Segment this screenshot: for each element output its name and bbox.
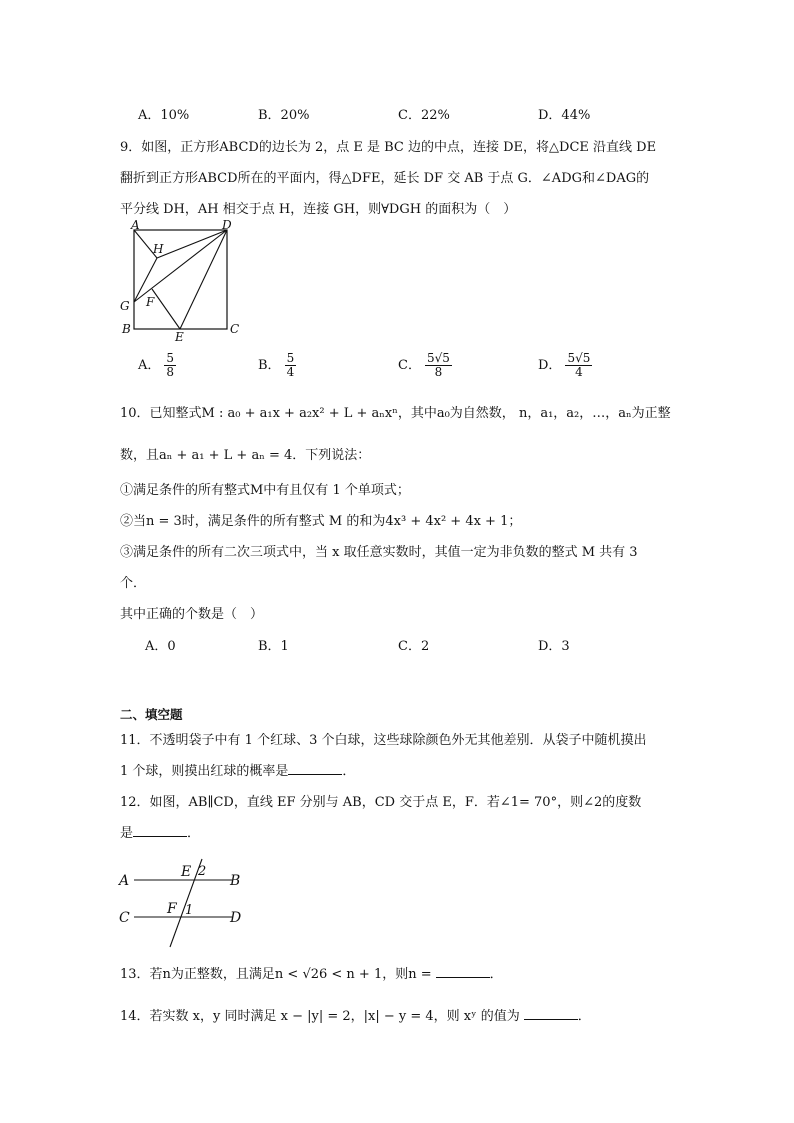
numerator: 5√5 bbox=[567, 351, 591, 365]
q9-line-2: 翻折到正方形ABCD所在的平面内，得△DFE，延长 DF 交 AB 于点 G．∠ADG和∠DAG的 bbox=[120, 171, 650, 186]
label-d: D bbox=[222, 220, 232, 232]
q10-line-2: 数，且aₙ + a₁ + L + aₙ = 4．下列说法： bbox=[120, 448, 371, 463]
segment-ef bbox=[152, 289, 180, 329]
label-a: A bbox=[131, 220, 140, 232]
q10-option-b: B．1 bbox=[258, 639, 289, 654]
q10-option-a: A．0 bbox=[145, 639, 176, 654]
q11-line-2 bbox=[120, 760, 355, 779]
numerator: 5√5 bbox=[426, 351, 450, 365]
label-e: E bbox=[175, 330, 184, 342]
q10-statement-2: ②当n = 3时，满足条件的所有整式 M 的和为4x³ + 4x² + 4x + 1； bbox=[120, 514, 522, 529]
q9-option-d-letter: D． bbox=[538, 358, 562, 373]
q10-statement-3b: 个． bbox=[120, 576, 147, 591]
label-a: A bbox=[119, 873, 130, 889]
label-c: C bbox=[230, 322, 240, 336]
label-f: F bbox=[146, 295, 155, 309]
q9-square-figure bbox=[112, 220, 247, 342]
q12-line-1: 12．如图，AB∥CD，直线 EF 分别与 AB，CD 交于点 E，F．若∠1= 70°，则∠2的度数 bbox=[120, 795, 642, 810]
denominator: 8 bbox=[434, 365, 443, 379]
segment-de bbox=[180, 230, 227, 329]
section-title: 二、填空题 bbox=[120, 707, 183, 722]
q14-answer-blank bbox=[524, 1007, 578, 1020]
q9-option-b bbox=[258, 352, 296, 379]
q8-option-b: B．20% bbox=[258, 108, 310, 123]
q9-option-a-letter: A． bbox=[138, 358, 161, 373]
label-f: F bbox=[167, 901, 177, 917]
q10-line-1: 10．已知整式M : a₀ + a₁x + a₂x² + L + aₙxⁿ，其中a₀为自然数， n，a₁，a₂，…，aₙ为正整 bbox=[120, 406, 671, 421]
label-d: D bbox=[230, 910, 242, 926]
numerator: 5 bbox=[166, 351, 175, 365]
label-h: H bbox=[153, 242, 164, 256]
q9-option-c-letter: C． bbox=[398, 358, 421, 373]
q12-parallel-lines-figure bbox=[112, 855, 257, 950]
q11-line-2-end: ． bbox=[342, 764, 356, 779]
label-e: E bbox=[181, 864, 192, 880]
q9-option-d bbox=[538, 352, 592, 379]
q8-option-d: D．44% bbox=[538, 108, 591, 123]
q9-line-3: 平分线 DH，AH 相交于点 H，连接 GH，则∀DGH 的面积为（ ） bbox=[120, 202, 517, 217]
label-angle-1: 1 bbox=[185, 903, 194, 918]
q13-answer-blank bbox=[436, 965, 490, 978]
q9-option-b-fraction bbox=[285, 352, 297, 379]
square-abcd bbox=[134, 230, 227, 329]
q13-line bbox=[120, 963, 503, 982]
q9-option-c bbox=[398, 352, 452, 379]
q11-line-2-text: 1 个球，则摸出红球的概率是 bbox=[120, 764, 289, 779]
segment-dh bbox=[157, 230, 227, 258]
q9-option-a-fraction bbox=[164, 352, 176, 379]
q9-option-c-fraction bbox=[425, 352, 452, 379]
q12-line-2-end: ． bbox=[187, 826, 201, 841]
denominator: 4 bbox=[575, 365, 583, 379]
label-g: G bbox=[120, 299, 130, 313]
q14-text: 14．若实数 x，y 同时满足 x − |y| = 2，|x| − y = 4，则 xʸ 的值为 bbox=[120, 1009, 520, 1024]
label-b: B bbox=[230, 873, 241, 889]
q11-answer-blank bbox=[288, 762, 342, 775]
segment-dg bbox=[134, 230, 227, 302]
label-c: C bbox=[119, 910, 130, 926]
q12-line-2-text: 是 bbox=[120, 826, 134, 841]
numerator: 5 bbox=[286, 351, 295, 365]
label-b: B bbox=[122, 322, 131, 336]
q9-line-1: 9．如图，正方形ABCD的边长为 2，点 E 是 BC 边的中点，连接 DE，将△DCE 沿直线 DE bbox=[120, 140, 657, 155]
q8-option-a: A．10% bbox=[138, 108, 190, 123]
q11-line-1: 11．不透明袋子中有 1 个红球、3 个白球，这些球除颜色外无其他差别．从袋子中随机摸出 bbox=[120, 733, 647, 748]
q9-option-d-fraction bbox=[565, 352, 592, 379]
q10-question: 其中正确的个数是（ ） bbox=[120, 607, 264, 622]
q10-statement-3a: ③满足条件的所有二次三项式中，当 x 取任意实数时，其值一定为非负数的整式 M 共有 3 bbox=[120, 545, 638, 560]
q13-end: ． bbox=[489, 967, 503, 982]
q9-option-a bbox=[138, 352, 176, 379]
q10-statement-1: ①满足条件的所有整式M中有且仅有 1 个单项式； bbox=[120, 483, 410, 498]
q14-end: ． bbox=[577, 1009, 591, 1024]
q8-option-c: C．22% bbox=[398, 108, 450, 123]
denominator: 4 bbox=[286, 365, 295, 379]
q13-text: 13．若n为正整数，且满足n < √26 < n + 1，则n = bbox=[120, 967, 432, 982]
q12-line-2 bbox=[120, 822, 200, 841]
q14-line bbox=[120, 1005, 591, 1024]
q10-option-d: D．3 bbox=[538, 639, 570, 654]
q9-option-b-letter: B． bbox=[258, 358, 281, 373]
q10-option-c: C．2 bbox=[398, 639, 430, 654]
q12-answer-blank bbox=[133, 824, 187, 837]
label-angle-2: 2 bbox=[198, 864, 207, 879]
denominator: 8 bbox=[166, 365, 175, 379]
